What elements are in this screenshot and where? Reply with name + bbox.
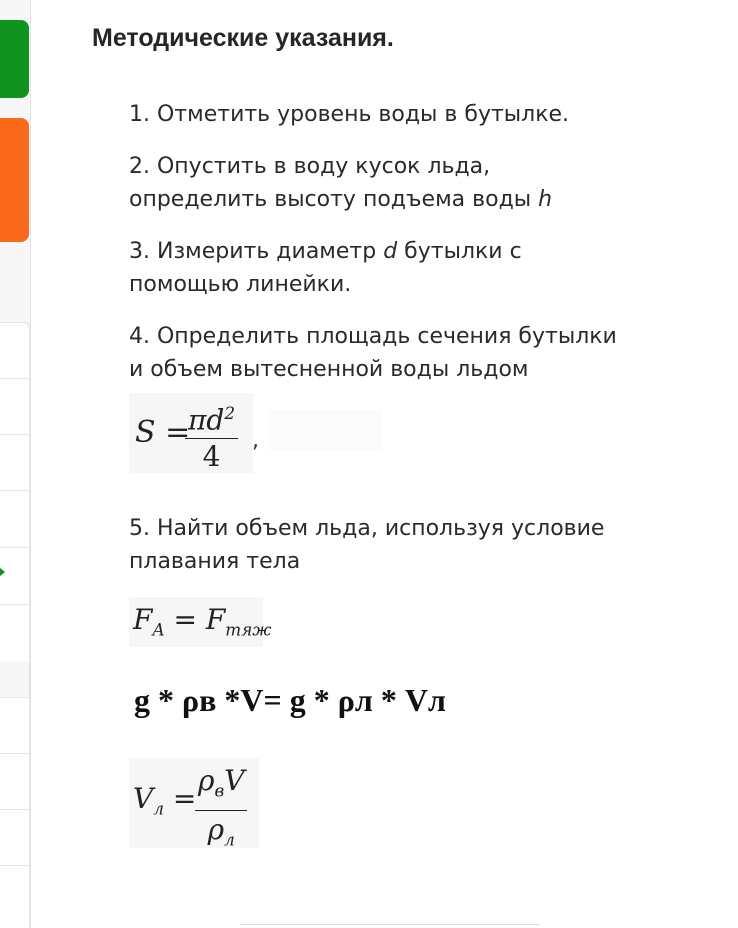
formula-separator: , [252, 428, 259, 453]
sidebar-tab-green[interactable] [0, 20, 29, 98]
page-title: Методические указания. [92, 24, 394, 52]
blurred-formula [268, 410, 382, 450]
left-sidebar [0, 0, 31, 928]
formula-volume-eq: = [172, 782, 197, 815]
step-2-line2: определить высоту подъема воды [129, 187, 539, 212]
step-2-line1: 2. Опустить в воду кусок льда, [129, 154, 491, 179]
formula-archimedes-sub-t: тяж [225, 619, 272, 640]
formula-volume-num-v: V [224, 764, 245, 797]
step-3-line1a: 3. Измерить диаметр [129, 239, 384, 264]
step-4-line2: и объем вытесненной воды льдом [129, 357, 529, 382]
variable-d: d [383, 239, 398, 264]
step-2 [129, 150, 689, 216]
step-5-line2: плавания тела [129, 549, 301, 574]
step-3-line1b: бутылки с [397, 239, 522, 264]
formula-area-lhs: S = [135, 415, 191, 450]
formula-volume-den-rho: ρ [207, 812, 225, 846]
formula-archimedes-f: F [133, 603, 153, 636]
formula-volume-lhs: V [133, 782, 154, 815]
formula-archimedes [129, 597, 272, 647]
step-5 [129, 512, 689, 578]
sidebar-row[interactable] [0, 604, 29, 605]
formula-volume [129, 758, 259, 848]
sidebar-row[interactable] [0, 547, 29, 548]
formula-volume-sub: л [153, 798, 164, 819]
sidebar-row[interactable] [0, 865, 29, 866]
step-1-text: 1. Отметить уровень воды в бутылке. [129, 102, 570, 127]
variable-h: h [538, 187, 553, 212]
formula-balance: g * ρв *V= g * ρл * Vл [134, 682, 446, 718]
sidebar-row[interactable] [0, 809, 29, 810]
formula-archimedes-f2: F [205, 603, 226, 636]
sidebar-row[interactable] [0, 378, 29, 379]
formula-volume-den-sub: л [224, 829, 235, 850]
chevron-right-icon[interactable] [0, 567, 5, 577]
formula-area-denominator: 4 [202, 440, 221, 474]
formula-area-exponent: 2 [224, 403, 236, 423]
formula-archimedes-sub-a: A [152, 619, 165, 640]
step-3 [129, 235, 689, 301]
formula-volume-num-rho: ρ [198, 764, 215, 797]
formula-volume-num-sub: в [214, 780, 225, 801]
sidebar-list [0, 322, 30, 928]
step-5-line1: 5. Найти объем льда, используя условие [129, 516, 605, 541]
sidebar-gap [0, 661, 29, 697]
sidebar-row[interactable] [0, 697, 29, 698]
step-3-line2: помощью линейки. [129, 272, 352, 297]
sidebar-row[interactable] [0, 490, 29, 491]
sidebar-tab-orange[interactable] [0, 118, 29, 242]
sidebar-row[interactable] [0, 753, 29, 754]
sidebar-row[interactable] [0, 434, 29, 435]
formula-area-numerator: πd [188, 403, 225, 437]
formula-area [129, 393, 253, 473]
divider [240, 924, 540, 925]
step-1 [129, 98, 689, 131]
step-4-line1: 4. Определить площадь сечения бутылки [129, 324, 617, 349]
formula-archimedes-eq: = [173, 603, 197, 636]
step-4 [129, 320, 689, 386]
